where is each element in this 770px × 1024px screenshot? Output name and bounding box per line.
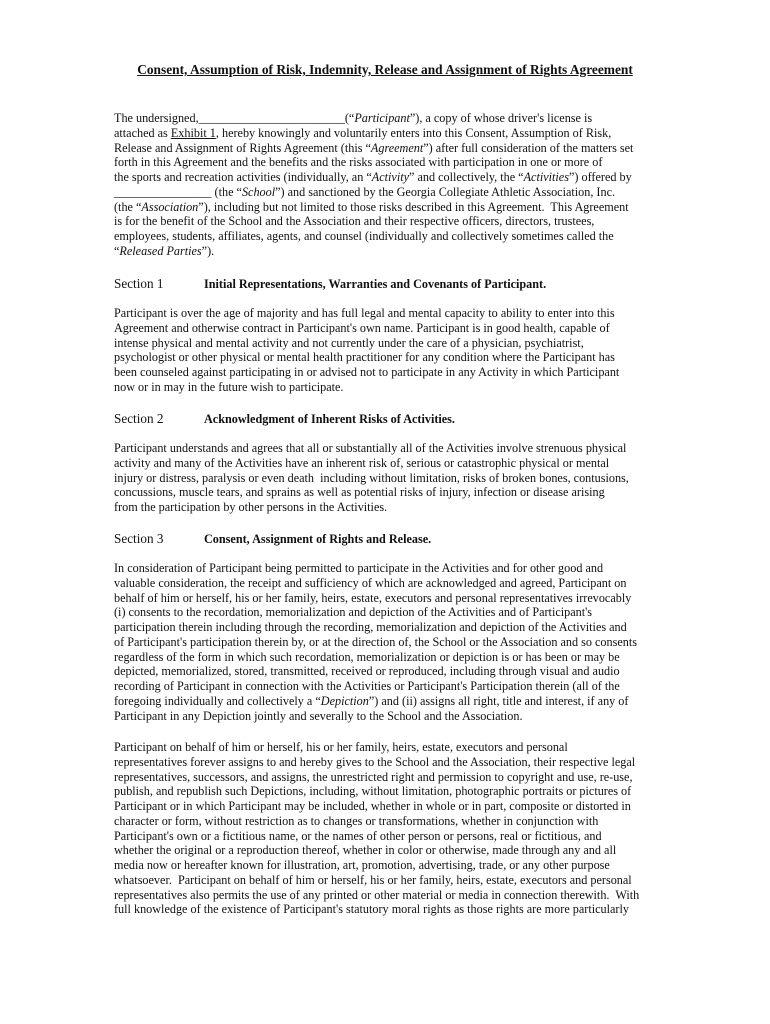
intro-text: ”) offered by <box>568 170 632 184</box>
school-name-blank[interactable]: ________________ <box>114 184 212 199</box>
body-line: now or in may in the future wish to participate. <box>114 379 344 394</box>
body-line: been counseled against participating in or advised not to participate in any Activity in which Participant <box>114 365 620 379</box>
intro-text: ”). <box>201 243 215 258</box>
body-line: of Participant's participation therein by, or at the direction of, the School or the Association and so consents <box>114 634 637 649</box>
intro-text: (the “ <box>211 184 242 199</box>
document-title: Consent, Assumption of Risk, Indemnity, Release and Assignment of Rights Agreement <box>137 62 633 77</box>
defined-term: Released Parties <box>119 243 202 258</box>
intro-text: attached as <box>114 125 171 140</box>
defined-term: Association <box>141 199 199 214</box>
intro-text: is for the benefit of the School and the Association and their respective officers, directors, trustees, <box>114 214 595 229</box>
section-title: Acknowledgment of Inherent Risks of Activities. <box>204 412 455 426</box>
participant-name-blank[interactable]: ________________________ <box>198 111 345 125</box>
body-line: whatsoever. Participant on behalf of him or herself, his or her family, heirs, estate, executors and personal <box>114 872 632 887</box>
section-title: Initial Representations, Warranties and Covenants of Participant. <box>204 277 547 291</box>
body-line: representatives also permits the use of any printed or other material or media in connection therewith. With <box>114 887 640 902</box>
defined-term: School <box>241 184 276 199</box>
body-line: Agreement and otherwise contract in Participant's own name. Participant is in good health, capable of <box>114 320 610 335</box>
defined-term: Agreement <box>370 140 424 155</box>
body-line: Participant is over the age of majority and has full legal and mental capacity to ability to enter into this <box>114 306 615 320</box>
section-3-heading <box>114 531 659 547</box>
body-line: depicted, memorialized, stored, transmitted, received or reproduced, including through visual and audio <box>114 664 620 679</box>
body-line: participation therein including through the recording, memorialization and depiction of the Activities and <box>114 620 627 634</box>
intro-text: ”) after full consideration of the matters set <box>423 140 634 155</box>
body-line: representatives, successors, and assigns, the unrestricted right and permission to copyright and use, re-use, <box>114 769 633 784</box>
body-line: injury or distress, paralysis or even death including without limitation, risks of broken bones, contusions, <box>114 470 629 485</box>
exhibit-reference: Exhibit 1 <box>170 125 216 140</box>
body-line: media now or hereafter known for illustration, art, promotion, advertising, trade, or any other purpose <box>114 858 610 872</box>
intro-text: ”) and sanctioned by the Georgia Collegiate Athletic Association, Inc. <box>275 184 616 199</box>
intro-text: (the “ <box>114 199 142 214</box>
body-line: full knowledge of the existence of Participant's statutory moral rights as those rights are more particularly <box>114 902 629 917</box>
intro-text: (“ <box>344 111 355 125</box>
body-line: recording of Participant in connection with the Activities or Participant's Participation therein (all of the <box>114 679 620 693</box>
intro-text: “ <box>114 243 120 258</box>
intro-text: employees, students, affiliates, agents, and counsel (individually and collectively sometimes called the <box>114 229 614 243</box>
defined-term: Activities <box>523 170 569 184</box>
defined-term: Participant <box>354 111 410 125</box>
section-1-body <box>114 306 659 395</box>
body-line: Participant in any Depiction jointly and severally to the School and the Association. <box>114 708 523 723</box>
body-line: psychologist or other physical or mental health practitioner for any condition where the Participant has <box>114 350 615 365</box>
section-number: Section 2 <box>114 411 164 426</box>
defined-term: Activity <box>371 170 409 184</box>
defined-term: Depiction <box>320 693 369 708</box>
section-2-body <box>114 441 659 515</box>
intro-text: , hereby knowingly and voluntarily enters into this Consent, Assumption of Risk, <box>215 125 612 140</box>
body-line: character or form, without restriction as to changes or transformations, whether in conjunction with <box>114 813 599 828</box>
intro-text: ” and collectively, the “ <box>409 170 524 184</box>
body-line: In consideration of Participant being permitted to participate in the Activities and for other good and <box>114 561 604 575</box>
body-line: intense physical and mental activity and not currently under the care of a physician, psychiatrist, <box>114 335 584 350</box>
body-line: regardless of the form in which such recordation, memorialization or depiction is or has been or may be <box>114 649 620 664</box>
body-line: Participant or in which Participant may be included, whether in whole or in part, composite or distorted in <box>114 799 631 813</box>
assignment-paragraph <box>114 740 659 917</box>
body-line: behalf of him or herself, his or her family, heirs, estate, executors and personal representatives irrevocably <box>114 590 632 605</box>
body-line: from the participation by other persons in the Activities. <box>114 500 388 514</box>
body-line: Participant understands and agrees that all or substantially all of the Activities involve strenuous physical <box>114 441 627 455</box>
body-line: valuable consideration, the receipt and sufficiency of which are acknowledged and agreed, Participant on <box>114 575 627 590</box>
section-3-body <box>114 561 659 723</box>
body-line: activity and many of the Activities have an inherent risk of, serious or catastrophic physical or mental <box>114 455 610 470</box>
intro-text: forth in this Agreement and the benefits and the risks associated with participation in one or more of <box>114 155 603 170</box>
body-line: foregoing individually and collectively a “ <box>114 693 321 708</box>
intro-paragraph <box>114 111 659 259</box>
body-line: Participant on behalf of him or herself, his or her family, heirs, estate, executors and personal <box>114 740 568 754</box>
body-line: Participant's own or a fictitious name, or the names of other person or persons, real or fictitious, and <box>114 828 602 843</box>
section-1-heading <box>114 276 659 292</box>
body-line: ”) and (ii) assigns all right, title and interest, if any of <box>368 693 629 708</box>
section-number: Section 1 <box>114 276 164 291</box>
section-title: Consent, Assignment of Rights and Release. <box>204 532 432 546</box>
body-line: publish, and republish such Depictions, including, without limitation, photographic portraits or pictures of <box>114 784 632 799</box>
intro-text: Release and Assignment of Rights Agreement (this “ <box>114 140 371 155</box>
body-line: (i) consents to the recordation, memorialization and depiction of the Activities and of Participant's <box>114 605 593 620</box>
intro-text: ”), a copy of whose driver's license is <box>409 111 593 125</box>
section-number: Section 3 <box>114 531 164 546</box>
intro-text: the sports and recreation activities (individually, an “ <box>114 170 372 184</box>
body-line: concussions, muscle tears, and sprains as well as potential risks of injury, infection or disease arising <box>114 485 605 500</box>
section-2-heading <box>114 411 659 427</box>
intro-text: The undersigned, <box>114 111 199 125</box>
body-line: whether the original or a reproduction thereof, whether in color or otherwise, made through any and all <box>114 843 617 858</box>
body-line: representatives forever assigns to and hereby gives to the School and the Association, their respective legal <box>114 754 636 769</box>
intro-text: ”), including but not limited to those risks described in this Agreement. This Agreement <box>198 199 629 214</box>
